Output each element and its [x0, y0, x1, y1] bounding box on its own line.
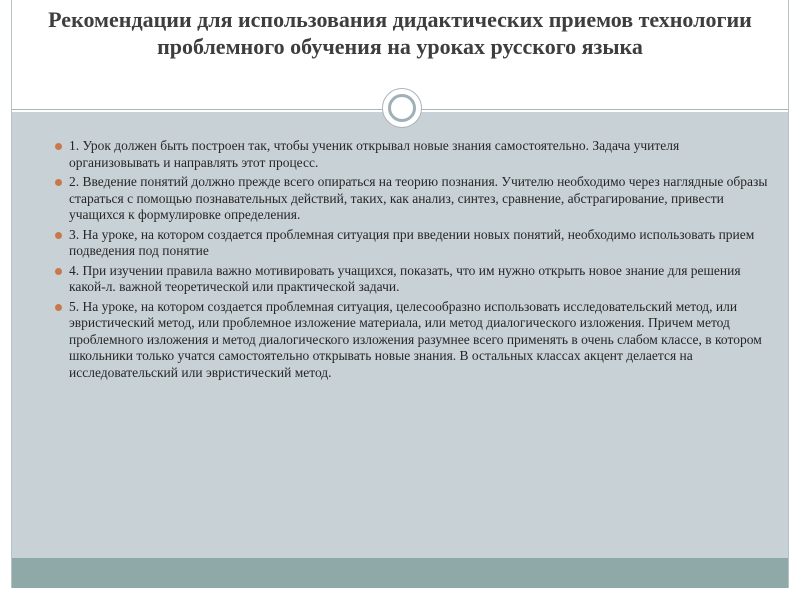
bullet-item-3	[56, 227, 772, 260]
bullet-text: 1. Урок должен быть построен так, чтобы ученик открывал новые знания самостоятельно. Задача учителя организовывать и направлять этот процесс.	[69, 138, 680, 170]
bullet-list	[56, 138, 772, 384]
bullet-item-1	[56, 138, 772, 171]
bullet-item-5	[56, 299, 772, 382]
circle-ring-icon	[382, 88, 422, 128]
bullet-item-2	[56, 174, 772, 224]
bullet-text: 5. На уроке, на котором создается проблемная ситуация, целесообразно использовать исследовательский метод, или эвристический метод, или проблемное изложение материала, или метод диалогического изложения. Причем метод проблемного изложения и метод диалогического изложения разумнее всего применять в очень слабом классе, в котором школьники только учатся самостоятельно открывать новые знания. В остальных классах акцент делается на исследовательский или эвристический метод.	[69, 298, 762, 380]
bullet-item-4	[56, 263, 772, 296]
bullet-dot-icon	[55, 232, 62, 239]
circle-ring-inner	[388, 94, 416, 122]
slide-content	[12, 112, 788, 558]
slide	[11, 0, 789, 588]
bullet-text: 3. На уроке, на котором создается проблемная ситуация при введении новых понятий, необходимо использовать прием подведения под понятие	[69, 226, 755, 258]
bullet-dot-icon	[55, 304, 62, 311]
bullet-text: 2. Введение понятий должно прежде всего опираться на теорию познания. Учителю необходимо через наглядные образы стараться с помощью познавательных действий, таких, как анализ, синтез, сравнение, абстрагирование, привести учащихся к формулировке определения.	[69, 174, 768, 222]
bullet-dot-icon	[55, 179, 62, 186]
slide-title: Рекомендации для использования дидактических приемов технологии проблемного обучения на уроках русского языка	[48, 7, 752, 59]
bullet-dot-icon	[55, 268, 62, 275]
bullet-dot-icon	[55, 143, 62, 150]
footer-band	[12, 558, 788, 588]
bullet-text: 4. При изучении правила важно мотивировать учащихся, показать, что им нужно открыть новое знание для решения какой-л. важной теоретической или практической задачи.	[69, 262, 741, 294]
